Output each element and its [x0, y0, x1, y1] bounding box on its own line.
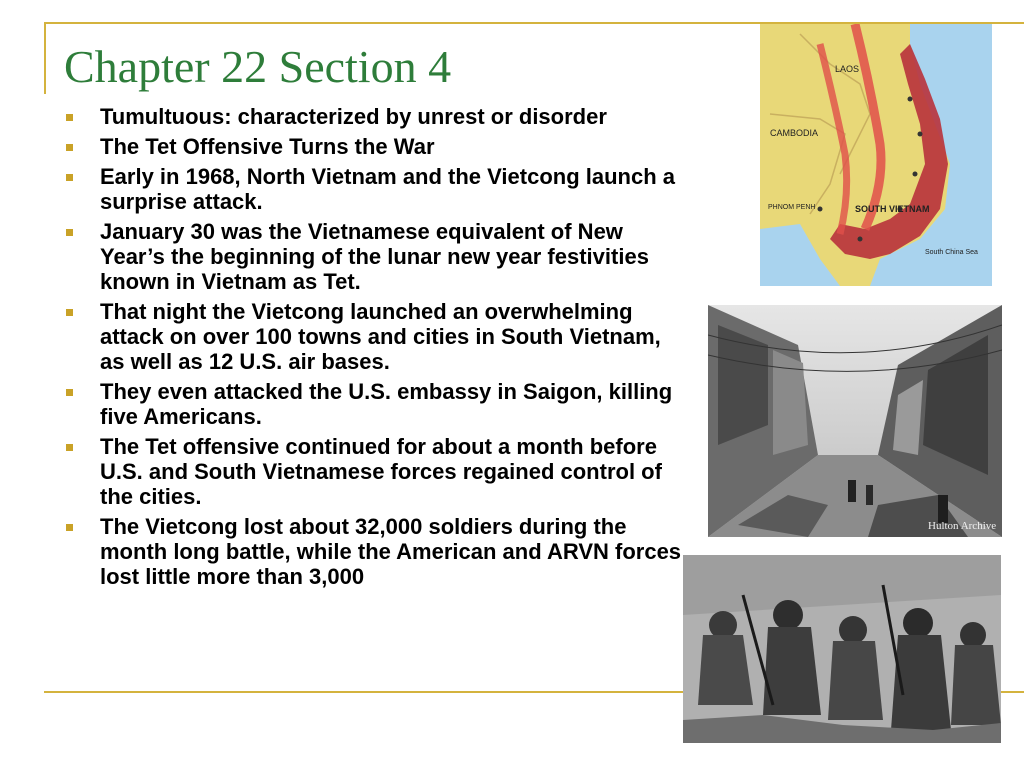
- bullet-item: [62, 134, 690, 159]
- map-label-phnom-penh: PHNOM PENH: [768, 204, 816, 211]
- bullet-square-icon: [66, 444, 73, 451]
- bullet-list: [62, 104, 690, 594]
- bullet-text: The Tet offensive continued for about a month before U.S. and South Vietnamese forces regained control of the cities.: [100, 434, 662, 509]
- bullet-item: [62, 514, 690, 589]
- bullet-item: [62, 164, 690, 214]
- map-label-cambodia: CAMBODIA: [770, 128, 819, 138]
- bullet-text: January 30 was the Vietnamese equivalent of New Year’s the beginning of the lunar new year festivities known in Vietnam as Tet.: [100, 219, 649, 294]
- bullet-item: [62, 379, 690, 429]
- bullet-item: [62, 104, 690, 129]
- bullet-square-icon: [66, 524, 73, 531]
- bullet-square-icon: [66, 144, 73, 151]
- bullet-square-icon: [66, 174, 73, 181]
- bullet-square-icon: [66, 114, 73, 121]
- bullet-text: They even attacked the U.S. embassy in Saigon, killing five Americans.: [100, 379, 673, 429]
- map-label-south-vietnam: SOUTH VIETNAM: [855, 204, 930, 214]
- bullet-item: [62, 434, 690, 509]
- bullet-text: The Tet Offensive Turns the War: [100, 134, 435, 159]
- bullet-item: [62, 299, 690, 374]
- bullet-square-icon: [66, 229, 73, 236]
- bullet-text: Early in 1968, North Vietnam and the Vietcong launch a surprise attack.: [100, 164, 676, 214]
- vietnam-map-image: [760, 24, 992, 286]
- photo-credit: Hulton Archive: [928, 520, 997, 532]
- bullet-text: The Vietcong lost about 32,000 soldiers during the month long battle, while the American and ARVN forces lost little more than 3,000: [100, 514, 682, 589]
- bullet-item: [62, 219, 690, 294]
- street-ruins-photo: [708, 305, 1002, 537]
- bullet-square-icon: [66, 389, 73, 396]
- bullet-text: Tumultuous: characterized by unrest or disorder: [100, 104, 607, 129]
- map-label-sea: South China Sea: [925, 249, 978, 256]
- soldiers-photo: [683, 555, 1001, 743]
- left-rule: [44, 22, 46, 94]
- bullet-text: That night the Vietcong launched an overwhelming attack on over 100 towns and cities in South Vietnam, as well as 12 U.S. air bases.: [100, 299, 661, 374]
- bullet-square-icon: [66, 309, 73, 316]
- map-label-laos: LAOS: [835, 64, 860, 74]
- slide-title: Chapter 22 Section 4: [64, 41, 452, 92]
